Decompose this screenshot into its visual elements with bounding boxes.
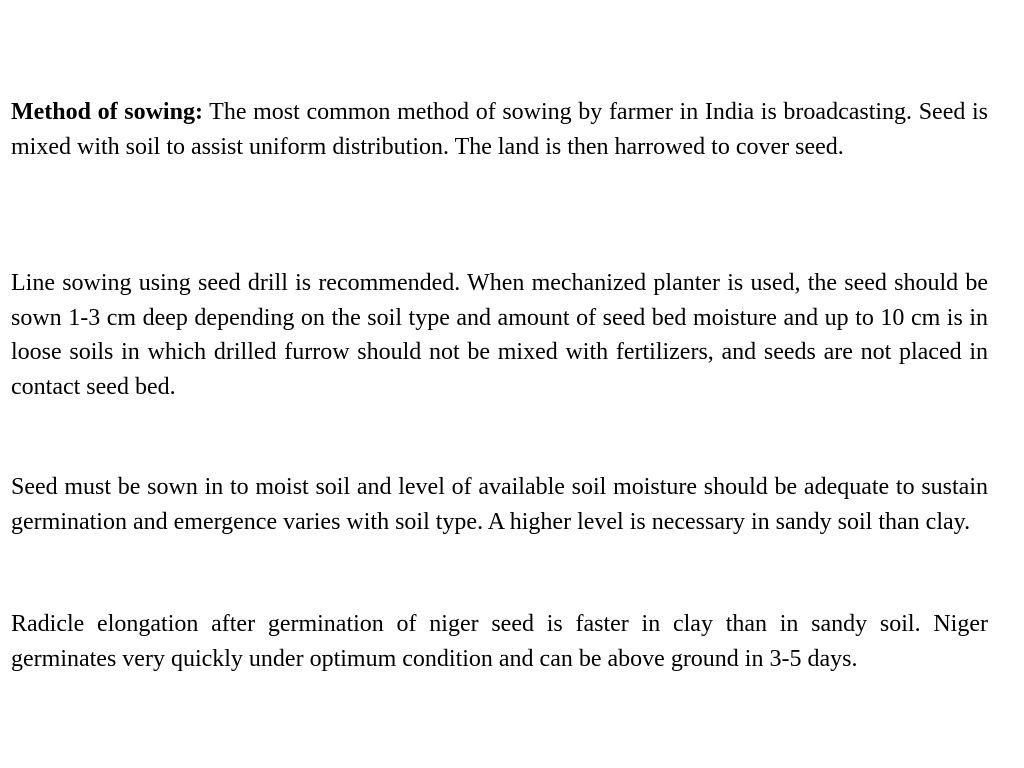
method-of-sowing-text: The most common method of sowing by farmer in India is broadcasting. Seed is mixed with soil to assist uniform distribution. The land is then harrowed to cover seed. — [11, 99, 988, 160]
method-of-sowing-heading: Method of sowing: — [11, 99, 203, 125]
paragraph-method-of-sowing — [11, 95, 988, 164]
paragraph-soil-moisture: Seed must be sown in to moist soil and level of available soil moisture should be adequate to sustain germination and emergence varies with soil type. A higher level is necessary in sandy soil than clay. — [11, 474, 988, 535]
paragraph-radicle-elongation: Radicle elongation after germination of niger seed is faster in clay than in sandy soil. Niger germinates very quickly under optimum condition and can be above ground in 3-5 days. — [11, 611, 988, 672]
paragraph-line-sowing: Line sowing using seed drill is recommended. When mechanized planter is used, the seed should be sown 1-3 cm deep depending on the soil type and amount of seed bed moisture and up to 10 cm is in loose soils in which drilled furrow should not be mixed with fertilizers, and seeds are not placed in contact seed bed. — [11, 270, 988, 400]
